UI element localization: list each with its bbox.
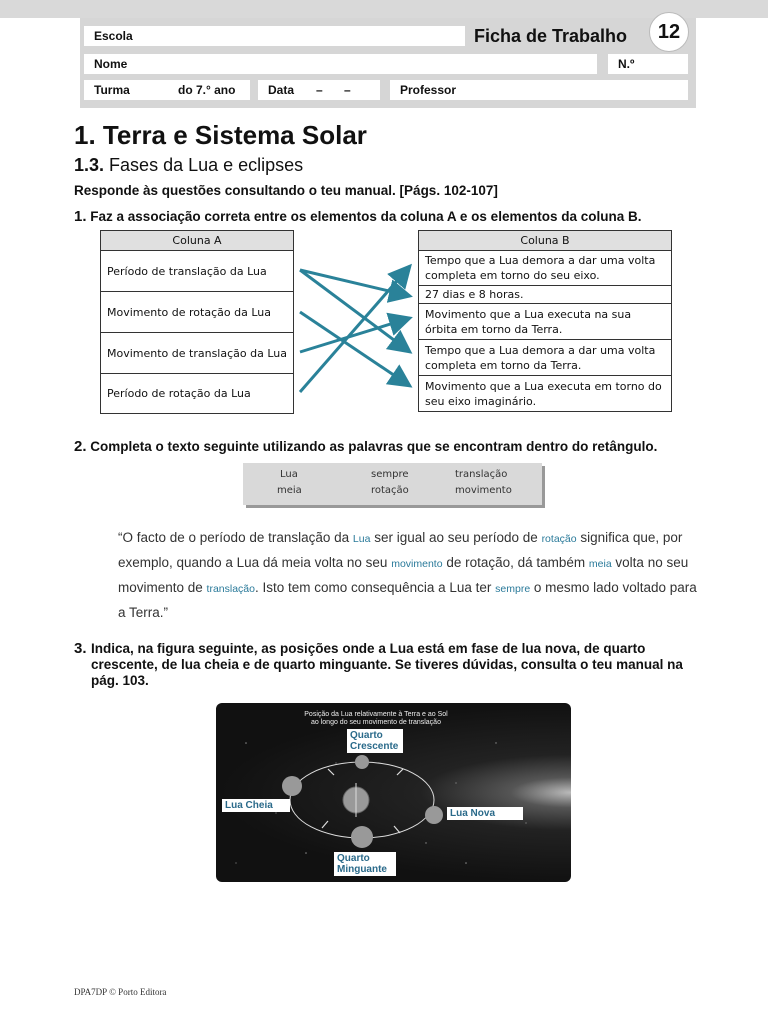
moon-icon bbox=[355, 755, 369, 769]
column-a-header: Coluna A bbox=[101, 231, 294, 251]
question-text: Completa o texto seguinte utilizando as palavras que se encontram dentro do retângulo. bbox=[90, 439, 658, 454]
turma-label: Turma bbox=[94, 83, 130, 97]
subtitle-number: 1.3. bbox=[74, 155, 105, 175]
question-3 bbox=[74, 641, 698, 689]
column-b-item: Tempo que a Lua demora a dar uma volta completa em torno da Terra. bbox=[419, 340, 672, 376]
question-number: 3. bbox=[74, 640, 87, 657]
data-label: Data bbox=[268, 83, 295, 97]
moon-phases-figure bbox=[216, 703, 571, 882]
question-text: Indica, na figura seguinte, as posições onde a Lua está em fase de lua nova, de quarto crescente, de lua cheia e de quarto minguante. Se tiveres dúvidas, consulta o teu manual na pág. 103. bbox=[91, 641, 683, 688]
ano-label: do 7.° ano bbox=[178, 83, 236, 97]
data-dash: – bbox=[344, 83, 351, 97]
column-b-item: Tempo que a Lua demora a dar uma volta completa em torno do seu eixo. bbox=[419, 251, 672, 286]
filled-answer: meia bbox=[588, 558, 612, 570]
filled-answer: sempre bbox=[495, 583, 531, 595]
caption-line: ao longo do seu movimento de translação bbox=[311, 719, 441, 726]
column-a-item: Período de translação da Lua bbox=[101, 251, 294, 292]
word-option: translação bbox=[455, 469, 508, 480]
footer: DPA7DP © Porto Editora bbox=[74, 987, 167, 997]
fill-in-paragraph bbox=[118, 526, 698, 624]
page-title: 1. Terra e Sistema Solar bbox=[74, 120, 367, 150]
question-number: 2. bbox=[74, 438, 87, 455]
paragraph-text: ser igual ao seu período de bbox=[370, 530, 542, 545]
column-b-item: 27 dias e 8 horas. bbox=[419, 286, 672, 304]
label-lua-cheia[interactable]: Lua Cheia bbox=[222, 799, 290, 812]
paragraph-text: de rotação, dá também bbox=[442, 555, 589, 570]
label-quarto-minguante[interactable]: Quarto Minguante bbox=[334, 852, 396, 876]
word-option: rotação bbox=[371, 485, 409, 496]
paragraph-text: significa que, por exemplo, quando a Lua dá meia volta no seu bbox=[118, 530, 683, 570]
question-2 bbox=[74, 439, 657, 455]
escola-label: Escola bbox=[94, 29, 133, 43]
filled-answer: translação bbox=[206, 583, 255, 595]
nome-label: Nome bbox=[94, 57, 128, 71]
paragraph-text: volta no seu movimento de bbox=[118, 555, 689, 595]
filled-answer: Lua bbox=[352, 533, 371, 545]
moon-icon bbox=[282, 776, 302, 796]
subtitle-text: Fases da Lua e eclipses bbox=[109, 155, 304, 175]
question-text: Faz a associação correta entre os elementos da coluna A e os elementos da coluna B. bbox=[90, 209, 642, 224]
question-number: 1. bbox=[74, 208, 87, 225]
word-option: Lua bbox=[280, 469, 298, 480]
caption-line: Posição da Lua relativamente à Terra e ao Sol bbox=[304, 711, 448, 718]
filled-answer: rotação bbox=[541, 533, 577, 545]
column-b-item: Movimento que a Lua executa na sua órbita em torno da Terra. bbox=[419, 304, 672, 340]
moon-icon bbox=[351, 826, 373, 848]
label-lua-nova[interactable]: Lua Nova bbox=[447, 807, 523, 820]
word-option: movimento bbox=[455, 485, 512, 496]
professor-label: Professor bbox=[400, 83, 457, 97]
column-b-header: Coluna B bbox=[419, 231, 672, 251]
moon-icon bbox=[425, 806, 443, 824]
data-dash: – bbox=[316, 83, 323, 97]
paragraph-text: o mesmo lado voltado para a Terra.” bbox=[118, 580, 697, 620]
column-a-item: Movimento de translação da Lua bbox=[101, 333, 294, 374]
paragraph-text: “O facto de o período de translação da bbox=[118, 530, 353, 545]
ficha-title: Ficha de Trabalho bbox=[474, 26, 628, 46]
ficha-number: 12 bbox=[649, 12, 689, 52]
word-option: meia bbox=[277, 485, 302, 496]
word-option: sempre bbox=[371, 469, 409, 480]
label-quarto-crescente[interactable]: Quarto Crescente bbox=[347, 729, 403, 753]
column-a-item: Período de rotação da Lua bbox=[101, 374, 294, 414]
filled-answer: movimento bbox=[391, 558, 443, 570]
word-box bbox=[243, 463, 542, 505]
paragraph-text: . Isto tem como consequência a Lua ter bbox=[255, 580, 496, 595]
column-b-item: Movimento que a Lua executa em torno do seu eixo imaginário. bbox=[419, 376, 672, 412]
instruction: Responde às questões consultando o teu manual. [Págs. 102-107] bbox=[74, 183, 498, 198]
column-a-item: Movimento de rotação da Lua bbox=[101, 292, 294, 333]
numero-label: N.º bbox=[618, 57, 635, 71]
